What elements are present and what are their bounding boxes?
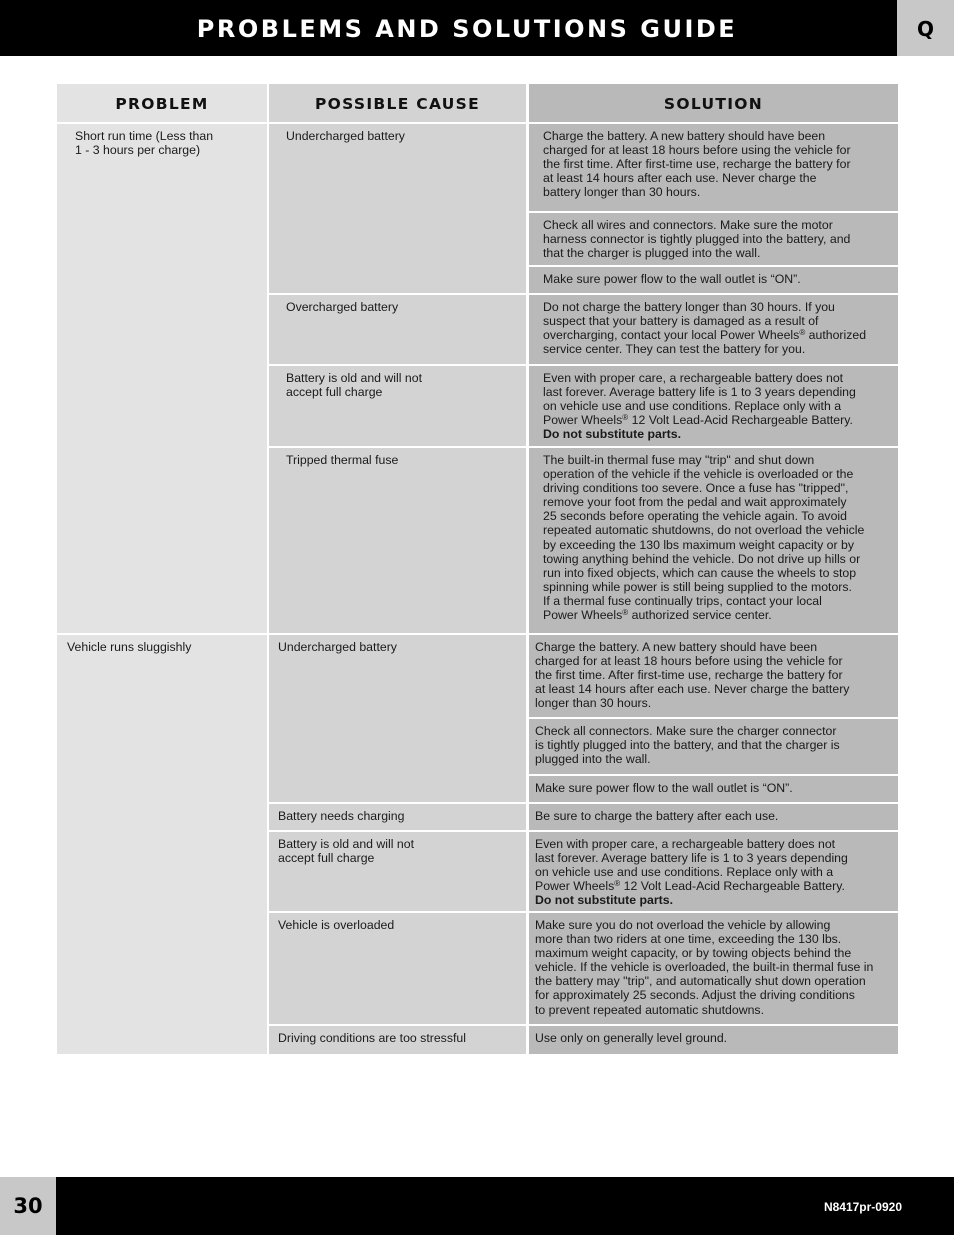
solution-cell: Make sure you do not overload the vehicle by allowing more than two riders at one time, exceeding the 130 lbs. maximum weight capacity, or by towing objects behind the vehicle. If the vehicle is overloaded, the built-in thermal fuse in the battery may "trip", and automatically shut down operation for approximately 25 seconds. Adjust the driving conditions to prevent repeated automatic shutdowns. (529, 913, 898, 1024)
problem-cell: Short run time (Less than 1 - 3 hours per charge) (57, 124, 267, 633)
page-title: PROBLEMS AND SOLUTIONS GUIDE (196, 15, 738, 43)
cause-cell: Vehicle is overloaded (269, 913, 526, 1024)
column-header-problem: PROBLEM (57, 84, 267, 122)
solution-cell: Charge the battery. A new battery should have been charged for at least 18 hours before using the vehicle for the first time. After first-time use, recharge the battery for at least 14 hours after each use. Never charge the battery longer than 30 hours. (529, 635, 898, 717)
solution-cell: Check all wires and connectors. Make sure the motor harness connector is tightly plugged into the battery, and that the charger is plugged into the wall. (529, 213, 898, 265)
cause-cell: Battery is old and will not accept full charge (269, 832, 526, 911)
cause-cell: Driving conditions are too stressful (269, 1026, 526, 1054)
problem-cell: Vehicle runs sluggishly (57, 635, 267, 1054)
cause-cell: Undercharged battery (269, 635, 526, 802)
solution-cell: Use only on generally level ground. (529, 1026, 898, 1054)
solution-cell: Make sure power flow to the wall outlet is “ON”. (529, 267, 898, 293)
footer-bar (56, 1177, 954, 1235)
cause-cell: Battery needs charging (269, 804, 526, 830)
section-tab: Q (897, 0, 954, 56)
cause-cell: Undercharged battery (269, 124, 526, 293)
solution-cell: Even with proper care, a rechargeable battery does not last forever. Average battery life is 1 to 3 years depending on vehicle use and use conditions. Replace only with a Power Wheels® 12 Volt Lead-Acid Rechargeable Battery. Do not substitute parts. (529, 832, 898, 911)
cause-cell: Overcharged battery (269, 295, 526, 364)
column-header-cause: POSSIBLE CAUSE (269, 84, 526, 122)
solution-cell: Check all connectors. Make sure the charger connector is tightly plugged into the battery, and that the charger is plugged into the wall. (529, 719, 898, 774)
solution-cell: Make sure power flow to the wall outlet is “ON”. (529, 776, 898, 802)
page-number: 30 (0, 1177, 56, 1235)
solution-cell: Do not charge the battery longer than 30 hours. If you suspect that your battery is damaged as a result of overcharging, contact your local Power Wheels® authorized service center. They can test the battery for you. (529, 295, 898, 364)
cause-cell: Battery is old and will not accept full charge (269, 366, 526, 446)
solution-cell: Even with proper care, a rechargeable battery does not last forever. Average battery life is 1 to 3 years depending on vehicle use and use conditions. Replace only with a Power Wheels® 12 Volt Lead-Acid Rechargeable Battery. Do not substitute parts. (529, 366, 898, 446)
document-code: N8417pr-0920 (823, 1200, 902, 1214)
solution-cell: Be sure to charge the battery after each use. (529, 804, 898, 830)
solution-cell: Charge the battery. A new battery should have been charged for at least 18 hours before using the vehicle for the first time. After first-time use, recharge the battery for at least 14 hours after each use. Never charge the battery longer than 30 hours. (529, 124, 898, 211)
cause-cell: Tripped thermal fuse (269, 448, 526, 633)
column-header-solution: SOLUTION (529, 84, 898, 122)
solution-cell: The built-in thermal fuse may "trip" and shut down operation of the vehicle if the vehicle is overloaded or the driving conditions too severe. Once a fuse has "tripped", remove your foot from the pedal and wait approximately 25 seconds before operating the vehicle again. To avoid repeated automatic shutdowns, do not overload the vehicle by exceeding the 130 lbs maximum weight capacity or by towing anything behind the vehicle. Do not drive up hills or run into fixed objects, which can cause the wheels to stop spinning while power is still being supplied to the motors. If a thermal fuse continually trips, contact your local Power Wheels® authorized service center. (529, 448, 898, 633)
